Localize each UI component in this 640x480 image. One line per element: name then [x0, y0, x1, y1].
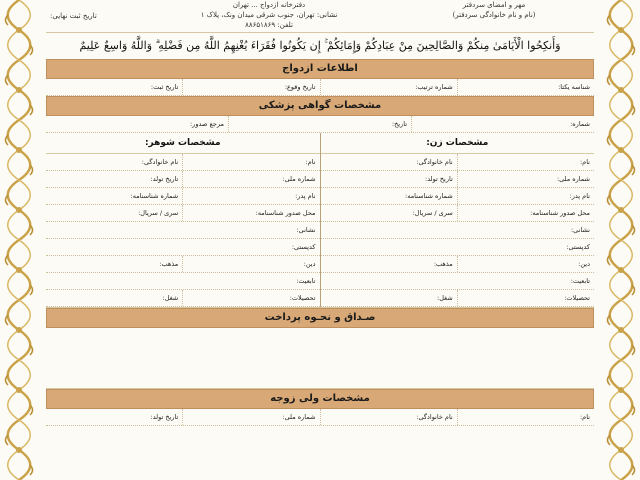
wife-nationality-field[interactable]: تابعیت:: [570, 277, 590, 285]
wife-id-issue-place-field[interactable]: محل صدور شناسنامه:: [530, 209, 590, 217]
husband-religion-field[interactable]: دین:: [303, 260, 316, 268]
wife-row: [321, 188, 595, 205]
wife-serial-field[interactable]: سری / سریال:: [321, 205, 458, 221]
wife-address-field[interactable]: نشانی:: [570, 226, 590, 234]
sequence-number-field[interactable]: شماره ترتیب:: [320, 79, 457, 95]
event-date-field[interactable]: تاریخ وقوع:: [182, 79, 319, 95]
husband-column: [46, 133, 321, 307]
issuing-authority-field[interactable]: مرجع صدور:: [189, 120, 224, 128]
wife-row: [321, 256, 595, 273]
wife-row: [321, 171, 595, 188]
medical-certificate-row: [46, 116, 594, 133]
wife-national-id-field[interactable]: شماره ملی:: [556, 175, 590, 183]
guardian-birth-date-field[interactable]: تاریخ تولد:: [150, 413, 179, 421]
medical-number-field[interactable]: شماره:: [411, 116, 594, 132]
husband-nationality-field[interactable]: تابعیت:: [296, 277, 316, 285]
guardian-heading: مشخصات ولی زوجه: [46, 389, 594, 409]
husband-row: [46, 188, 320, 205]
wife-first-name-field[interactable]: نام:: [579, 158, 590, 166]
wife-column: [321, 133, 595, 307]
office-phone: تلفن: ۸۸۶۵۱۸۶۹: [245, 21, 293, 29]
husband-father-name-field[interactable]: نام پدر:: [295, 192, 316, 200]
medical-date-field[interactable]: تاریخ:: [228, 116, 411, 132]
office-name-label: (نام و نام خانوادگی سردفتر): [452, 11, 536, 19]
mahr-text-area[interactable]: [46, 328, 594, 389]
husband-row: [46, 256, 320, 273]
office-seal-label: مهر و امضای سردفتر: [462, 1, 526, 9]
mahr-heading: صـداق و نحـوه پرداخت: [46, 308, 594, 328]
wife-birth-date-field[interactable]: تاریخ تولد:: [321, 171, 458, 187]
wife-heading: مشخصات زن:: [321, 133, 595, 154]
office-address: نشانی: تهران، جنوب شرقی میدان ونک، پلاک ۱: [200, 11, 338, 19]
husband-id-issue-place-field[interactable]: محل صدور شناسنامه:: [255, 209, 316, 217]
husband-last-name-field[interactable]: نام خانوادگی:: [46, 154, 183, 170]
spouses-section: [46, 133, 594, 308]
ornamental-border-right: [602, 0, 640, 480]
wife-sect-field[interactable]: مذهب:: [321, 256, 458, 272]
wife-row: [321, 290, 595, 307]
husband-sect-field[interactable]: مذهب:: [46, 256, 183, 272]
husband-serial-field[interactable]: سری / سریال:: [46, 205, 183, 221]
husband-education-field[interactable]: تحصیلات:: [289, 294, 316, 302]
husband-address-field[interactable]: نشانی:: [296, 226, 316, 234]
ornamental-border-left: [0, 0, 38, 480]
husband-row: [46, 239, 320, 256]
husband-row: [46, 290, 320, 307]
husband-row: [46, 171, 320, 188]
guardian-national-id-field[interactable]: شماره ملی:: [182, 409, 319, 425]
wife-row: [321, 273, 595, 290]
wife-id-number-field[interactable]: شماره شناسنامه:: [321, 188, 458, 204]
husband-row: [46, 154, 320, 171]
wife-religion-field[interactable]: دین:: [578, 260, 590, 268]
husband-row: [46, 273, 320, 290]
husband-first-name-field[interactable]: نام:: [305, 158, 316, 166]
office-seal-block: [394, 0, 594, 20]
wife-row: [321, 205, 595, 222]
husband-row: [46, 205, 320, 222]
husband-postal-code-field[interactable]: کدپستی:: [291, 243, 316, 251]
guardian-last-name-field[interactable]: نام خانوادگی:: [320, 409, 457, 425]
header: [46, 0, 594, 33]
wife-row: [321, 222, 595, 239]
marriage-info-row: [46, 79, 594, 96]
husband-row: [46, 222, 320, 239]
guardian-row: [46, 409, 594, 426]
unique-id-field[interactable]: شناسه یکتا:: [457, 79, 594, 95]
wife-row: [321, 154, 595, 171]
husband-birth-date-field[interactable]: تاریخ تولد:: [46, 171, 183, 187]
medical-certificate-heading: مشخصات گواهی پزشکی: [46, 96, 594, 116]
quran-verse: وَأَنكِحُوا الْأَيَامَىٰ مِنكُمْ وَالصَّالِحِينَ مِنْ عِبَادِكُمْ وَإِمَائِكُمْ ۚ إِن يَكُونُوا فُقَرَاءَ يُغْنِهِمُ اللَّهُ مِن فَضْلِهِ ۗ وَاللَّهُ وَاسِعٌ عَلِيمٌ: [79, 39, 561, 52]
marriage-info-heading: اطلاعات ازدواج: [46, 59, 594, 79]
office-address-block: [184, 0, 354, 30]
husband-id-number-field[interactable]: شماره شناسنامه:: [46, 188, 183, 204]
husband-national-id-field[interactable]: شماره ملی:: [282, 175, 316, 183]
marriage-certificate: [46, 0, 594, 480]
guardian-first-name-field[interactable]: نام:: [457, 409, 594, 425]
wife-postal-code-field[interactable]: کدپستی:: [566, 243, 590, 251]
wife-last-name-field[interactable]: نام خانوادگی:: [321, 154, 458, 170]
wife-education-field[interactable]: تحصیلات:: [564, 294, 590, 302]
office-title-line: دفترخانه ازدواج ... تهران: [232, 1, 306, 9]
final-registration-date: تاریخ ثبت نهایی:: [50, 12, 97, 20]
husband-occupation-field[interactable]: شغل:: [46, 290, 183, 306]
husband-heading: مشخصات شوهر:: [46, 133, 320, 154]
wife-row: [321, 239, 595, 256]
wife-occupation-field[interactable]: شغل:: [321, 290, 458, 306]
wife-father-name-field[interactable]: نام پدر:: [569, 192, 590, 200]
registration-date-field[interactable]: تاریخ ثبت:: [150, 83, 179, 91]
